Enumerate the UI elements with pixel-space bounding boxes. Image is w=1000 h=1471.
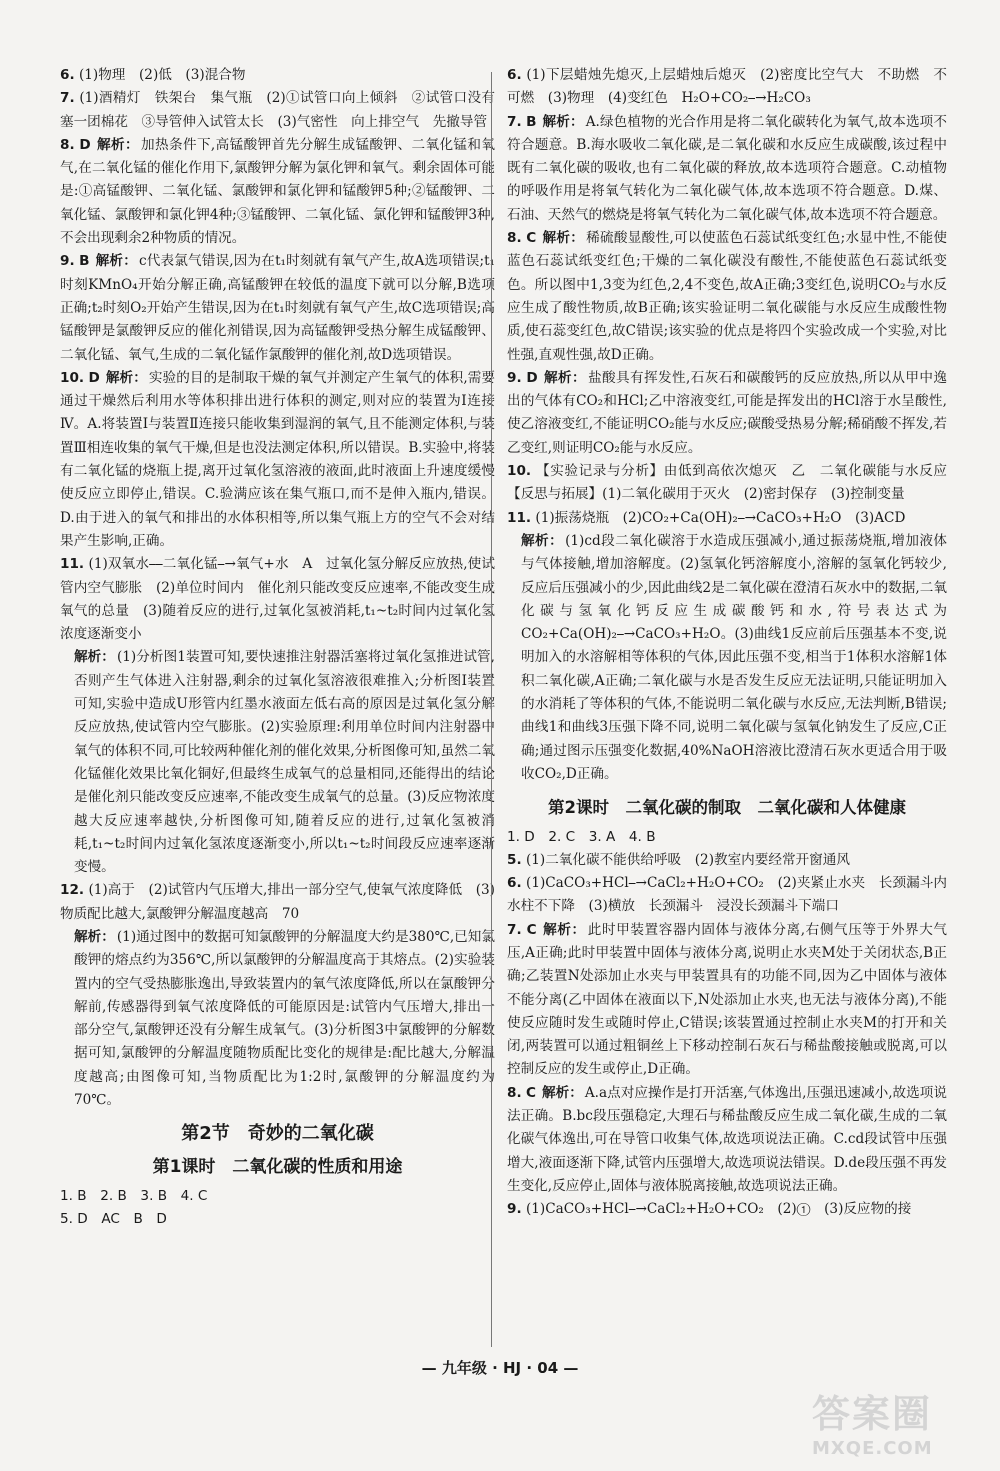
- item-number: 9.: [60, 253, 75, 270]
- answer-item: [60, 646, 495, 879]
- page-footer: — 九年级 · HJ · 04 —: [421, 1359, 579, 1377]
- analysis-label: 解析：: [74, 928, 115, 945]
- item-text: (1)分析图1装置可知,要快速推注射器活塞将过氧化氢推进试管,否则产生气体进入注射器,剩余的过氧化氢溶液很难推入;分析图Ⅰ装置可知,实验中造成U形管内红墨水液面左低右高的原因是过氧化氢分解反应放热,使试管内空气膨胀。(2)实验原理:利用单位时间内注射器中氧气的体积不同,可比较两种催化剂的催化效果,分析图像可知,虽然二氧化锰催化效果比氧化铜好,但最终生成氧气的总量相同,还能得出的结论是催化剂只能改变反应速率,不能改变生成氧气的总量。(3)反应物浓度越大反应速率越快,分析图像可知,随着反应的进行,过氧化氢被消耗,t₁~t₂时间内过氧化氢浓度逐渐变小,所以t₁~t₂时间段反应速率逐渐变慢。: [74, 649, 496, 876]
- analysis-label: 解析：: [96, 136, 139, 153]
- item-text: (1)振荡烧瓶 (2)CO₂+Ca(OH)₂⎯→CaCO₃+H₂O (3)ACD: [535, 509, 906, 526]
- answer-line-2: 5. D AC B D: [60, 1211, 167, 1228]
- choice-answer: B: [526, 113, 537, 130]
- lesson-title-2: 第2课时 二氧化碳的制取 二氧化碳和人体健康: [548, 798, 906, 818]
- answer-item: [507, 849, 947, 872]
- item-number: 7.: [507, 113, 522, 130]
- choice-answer: D: [88, 369, 100, 386]
- item-number: 5.: [507, 851, 522, 868]
- analysis-label: 解析：: [543, 369, 587, 386]
- answer-line-1: 1. B 2. B 3. B 4. C: [60, 1187, 208, 1204]
- analysis-label: 解析：: [542, 921, 586, 938]
- item-text: 盐酸具有挥发性,石灰石和碳酸钙的反应放热,所以从甲中逸出的气体有CO₂和HCl;乙中溶液变红,可能是挥发出的HCl溶于水呈酸性,使乙溶液变红,不能证明CO₂能与水反应;碳酸受热易分解;稀硝酸不挥发,若乙变红,则证明CO₂能与水反应。: [507, 369, 948, 456]
- item-text: (1)酒精灯 铁架台 集气瓶 (2)①试管口向上倾斜 ②试管口没有塞一团棉花 ③导管伸入试管太长 (3)气密性 向上排空气 先撤导管: [60, 90, 495, 130]
- watermark-bottom: MXQE.COM: [812, 1438, 933, 1459]
- answer-item: [507, 227, 947, 367]
- analysis-label: 解析：: [541, 1084, 583, 1101]
- item-text: 加热条件下,高锰酸钾首先分解生成锰酸钾、二氧化锰和氧气,在二氧化锰的催化作用下,氯酸钾分解为氯化钾和氧气。剩余固体可能是:①高锰酸钾、二氧化锰、氯酸钾和氯化钾和锰酸钾5种;②锰酸钾、二氧化锰、氯酸钾和氯化钾4种;③锰酸钾、二氧化锰、氯化钾和锰酸钾3种,不会出现剩余2种物质的情况。: [60, 136, 495, 247]
- analysis-label: 解析：: [542, 230, 585, 247]
- item-text: A.a点对应操作是打开活塞,气体逸出,压强迅速减小,故选项说法正确。B.bc段压强稳定,大理石与稀盐酸反应生成二氧化碳,生成的二氧化碳气体逸出,可在导管口收集气体,故选项说法正确。C.cd段试管中压强增大,液面逐渐下降,试管内压强增大,故选项说法错误。D.de段压强不再发生变化,反应停止,固体与液体脱离接触,故选项说法正确。: [507, 1084, 947, 1194]
- answer-item: [60, 134, 495, 250]
- item-text: (1)高于 (2)试管内气压增大,排出一部分空气,使氧气浓度降低 (3)物质配比越大,氯酸钾分解温度越高 70: [60, 882, 495, 922]
- item-text: (1)双氧水⎯⎯二氧化锰⎯→氧气+水 A 过氧化氢分解反应放热,使试管内空气膨胀 (2)单位时间内 催化剂只能改变反应速率,不能改变生成氧气的总量 (3)随着反应的进行,过氧化氢被消耗,t₁~t₂时间内过氧化氢浓度逐渐变小: [60, 556, 495, 643]
- item-number: 9.: [507, 1201, 522, 1218]
- answer-item: [507, 872, 947, 919]
- item-text: A.绿色植物的光合作用是将二氧化碳转化为氧气,故本选项不符合题意。B.海水吸收二氧化碳,是二氧化碳和水反应生成碳酸,该过程中既有二氧化碳的吸收,也有二氧化碳的释放,故本选项符合题意。C.动植物的呼吸作用是将氧气转化为二氧化碳气体,故本选项不符合题意。D.煤、石油、天然气的燃烧是将氧气转化为二氧化碳气体,故本选项不符合题意。: [507, 113, 947, 223]
- answer-item: [60, 926, 495, 1112]
- item-text: 【实验记录与分析】由低到高依次熄灭 乙 二氧化碳能与水反应 【反思与拓展】(1)二氧化碳用于灭火 (2)密封保存 (3)控制变量: [507, 463, 961, 503]
- answer-item: [60, 553, 495, 646]
- item-text: (1)CaCO₃+HCl⎯→CaCl₂+H₂O+CO₂ (2)① (3)反应物的接: [525, 1201, 912, 1218]
- item-number: 11.: [60, 556, 85, 573]
- analysis-label: 解析：: [521, 532, 564, 549]
- right-column: [507, 64, 961, 1222]
- item-number: 9.: [507, 369, 522, 386]
- choice-answer: D: [79, 136, 91, 153]
- item-number: 7.: [60, 90, 75, 107]
- answer-item: [507, 64, 947, 111]
- answer-item: [507, 1082, 947, 1198]
- answer-item: [60, 250, 495, 366]
- choice-answer: D: [526, 369, 538, 386]
- item-number: 8.: [507, 1084, 522, 1101]
- answer-line-3: 1. D 2. C 3. A 4. B: [507, 828, 656, 845]
- answer-item: [60, 64, 495, 87]
- watermark-top: 答案圈: [812, 1392, 933, 1436]
- item-text: 实验的目的是制取干燥的氧气并测定产生氧气的体积,需要通过干燥然后利用水等体积排出进行体积的测定,则对应的装置为Ⅰ连接Ⅳ。A.将装置Ⅰ与装置Ⅱ连接只能收集到湿润的氧气,且不能测定体积,与装置Ⅲ相连收集的氧气干燥,但是也没法测定体积,所以错误。B.实验中,将装有二氧化锰的烧瓶上提,离开过氧化氢溶液的液面,此时液面上升速度缓慢使反应立即停止,错误。C.验满应该在集气瓶口,而不是伸入瓶内,错误。D.由于进入的氧气和排出的水体积相等,所以集气瓶上方的空气不会对结果产生影响,正确。: [60, 369, 495, 549]
- answer-item: [507, 460, 961, 507]
- item-number: 8.: [507, 230, 522, 247]
- answer-item: [60, 87, 495, 134]
- item-number: 6.: [507, 67, 522, 83]
- choice-answer: B: [79, 253, 90, 270]
- watermark-logo: [812, 1383, 962, 1459]
- column-divider: [491, 72, 492, 1347]
- item-text: (1)二氧化碳不能供给呼吸 (2)教室内要经常开窗通风: [525, 851, 850, 868]
- item-text: (1)物理 (2)低 (3)混合物: [78, 67, 246, 83]
- left-column: [60, 64, 495, 1232]
- item-number: 7.: [507, 921, 522, 938]
- item-number: 6.: [507, 875, 522, 892]
- answer-item: [60, 367, 495, 553]
- choice-answer: C: [525, 1084, 536, 1101]
- item-text: 此时甲装置容器内固体与液体分离,右侧气压等于外界大气压,A正确;此时甲装置中固体与液体分离,说明止水夹M处于关闭状态,B正确;乙装置N处添加止水夹与甲装置具有的功能不同,因为乙中固体与液体不能分离(乙中固体在液面以下,N处添加止水夹,也无法与液体分离),不能使反应随时发生或随时停止,C错误;该装置通过控制止水夹M的打开和关闭,两装置可以通过粗铜丝上下移动控制石灰石与稀盐酸接触或脱离,可以控制反应的发生或停止,D正确。: [507, 921, 948, 1078]
- answer-item: [507, 919, 947, 1082]
- analysis-label: 解析：: [105, 369, 147, 386]
- answer-item: [507, 1198, 947, 1221]
- item-text: (1)下层蜡烛先熄灭,上层蜡烛后熄灭 (2)密度比空气大 不助燃 不可燃 (3)物理 (4)变红色 H₂O+CO₂⎯→H₂CO₃: [507, 67, 947, 107]
- answer-item: [507, 530, 947, 786]
- item-number: 6.: [60, 67, 75, 83]
- item-number: 11.: [507, 509, 532, 526]
- item-text: c代表氯气错误,因为在t₁时刻就有氧气产生,故A选项错误;t₁时刻KMnO₄开始分解正确,高锰酸钾在较低的温度下就可以分解,B选项正确;t₂时刻O₂开始产生错误,因为在t₁时刻就有氧气产生,故C选项错误;高锰酸钾是氯酸钾反应的催化剂错误,因为高锰酸钾受热分解生成锰酸钾、二氧化锰、氧气,生成的二氧化锰作氯酸钾的催化剂,故D选项错误。: [60, 253, 495, 363]
- item-text: (1)CaCO₃+HCl⎯→CaCl₂+H₂O+CO₂ (2)夹紧止水夹 长颈漏斗内水柱不下降 (3)横放 长颈漏斗 浸没长颈漏斗下端口: [507, 875, 947, 915]
- analysis-label: 解析：: [95, 253, 137, 270]
- item-text: (1)通过图中的数据可知氯酸钾的分解温度大约是380℃,已知氯酸钾的熔点约为356℃,所以氯酸钾的分解温度高于其熔点。(2)实验装置内的空气受热膨胀逸出,导致装置内的氧气浓度降低,所以在氯酸钾分解前,传感器得到氧气浓度降低的可能原因是:试管内气压增大,排出一部分空气,氯酸钾还没有分解生成氧气。(3)分析图3中氯酸钾的分解数据可知,氯酸钾的分解温度随物质配比变化的规律是:配比越大,分解温度越高;由图像可知,当物质配比为1:2时,氯酸钾的分解温度约为70℃。: [74, 928, 496, 1109]
- section-title-2: 第2节 奇妙的二氧化碳: [181, 1123, 374, 1145]
- item-number: 10.: [507, 463, 532, 480]
- item-number: 10.: [60, 369, 85, 386]
- item-text: 稀硫酸显酸性,可以使蓝色石蕊试纸变红色;水显中性,不能使蓝色石蕊试纸变红色;干燥的二氧化碳没有酸性,不能使蓝色石蕊试纸变色。所以图中1,3变为红色,2,4不变色,故A正确;3变红色,说明CO₂与水反应生成了酸性物质,故B正确;该实验证明二氧化碳能与水反应生成酸性物质,使石蕊变红色,故C错误;该实验的优点是将四个实验改成一个实验,对比性强,直观性强,故D正确。: [507, 230, 947, 363]
- lesson-title-1: 第1课时 二氧化碳的性质和用途: [152, 1156, 403, 1177]
- item-number: 8.: [60, 136, 75, 153]
- answer-item: [507, 111, 947, 227]
- analysis-label: 解析：: [542, 113, 584, 130]
- analysis-label: 解析：: [74, 649, 115, 666]
- item-number: 12.: [60, 882, 85, 899]
- answer-item: [60, 879, 495, 926]
- choice-answer: C: [526, 230, 537, 247]
- answer-item: [507, 507, 947, 530]
- choice-answer: C: [526, 921, 537, 938]
- item-text: (1)cd段二氧化碳溶于水造成压强减小,通过振荡烧瓶,增加液体与气体接触,增加溶解度。(2)氢氧化钙溶解度小,溶解的氢氧化钙较少,反应后压强减小的少,因此曲线2是二氧化碳在澄清石灰水中的数据,二氧化碳与氢氧化钙反应生成碳酸钙和水,符号表达式为CO₂+Ca(OH)₂⎯→CaCO₃+H₂O。(3)曲线1反应前后压强基本不变,说明加入的水溶解相等体积的气体,因此压强不变,相当于1体积水溶解1体积二氧化碳,A正确;二氧化碳与水是否发生反应无法证明,只能证明加入的水消耗了等体积的气体,不能说明二氧化碳与水反应,无法判断,B错误;曲线1和曲线3压强下降不同,说明二氧化碳与氢氧化钠发生了反应,C正确;通过图示压强变化数据,40%NaOH溶液比澄清石灰水更适合用于吸收CO₂,D正确。: [521, 532, 948, 782]
- answer-item: [507, 367, 947, 460]
